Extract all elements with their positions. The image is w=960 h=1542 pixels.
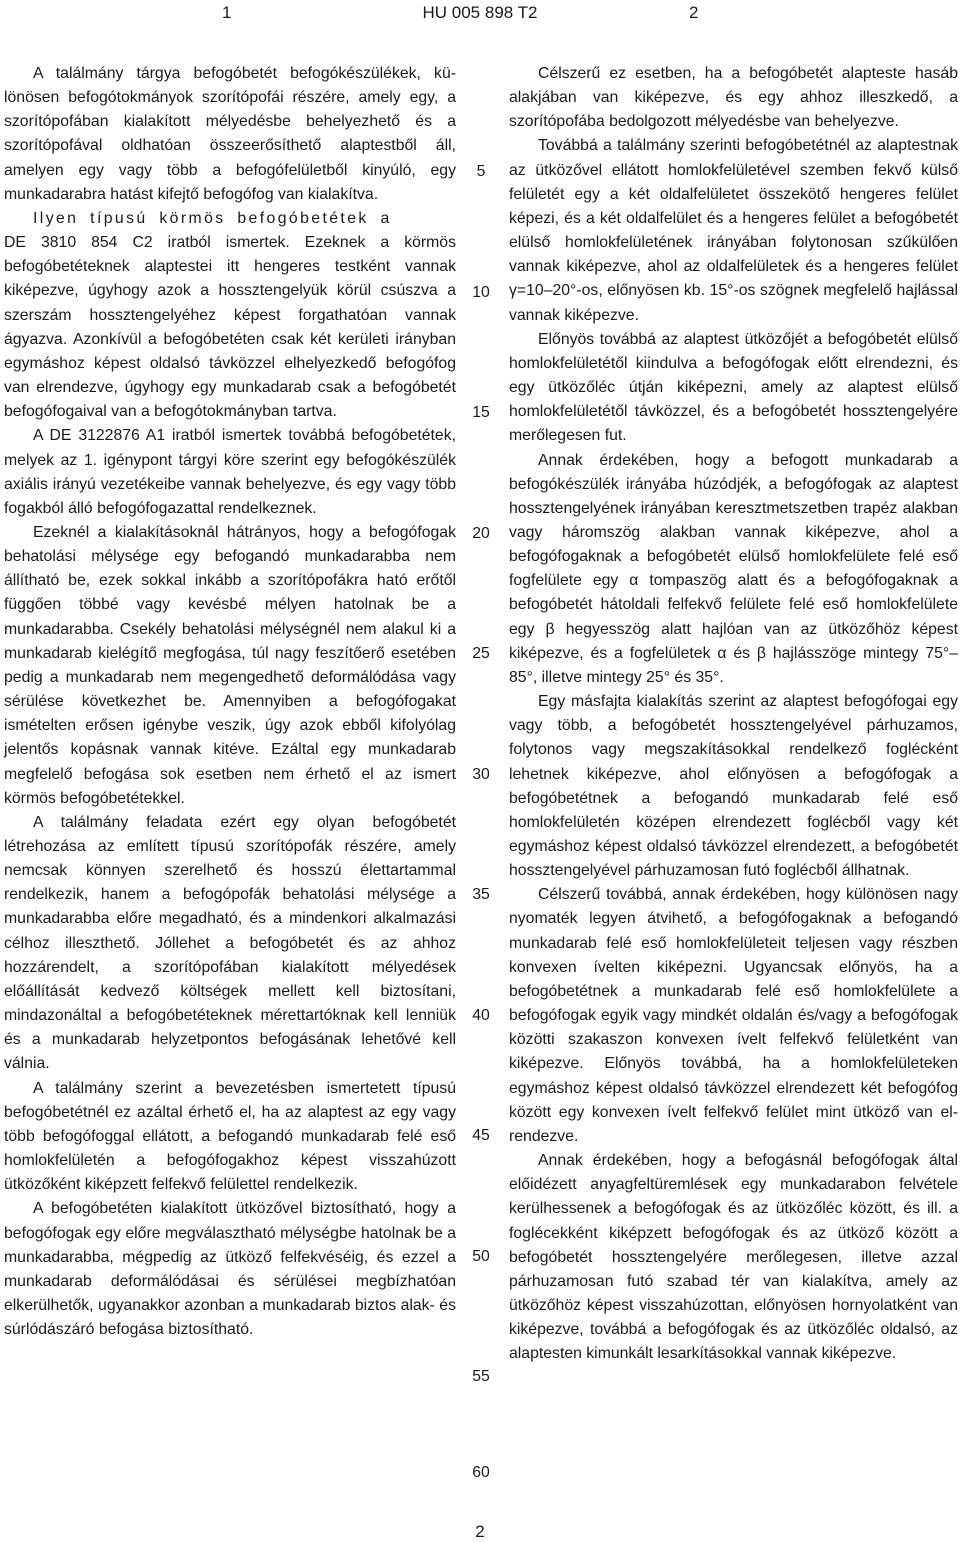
line-number: 15 [472,404,490,421]
left-page-number: 1 [222,3,232,22]
line-number: 40 [472,1007,490,1024]
paragraph: Ilyen típusú körmös befogóbetétek a [33,209,392,227]
document-id: HU 005 898 T2 [422,3,538,22]
paragraph: Egy másfajta kialakítás szerint az alaptest befogófogai egy vagy több, a befogóbetét hossztengelyével párhuzamos, folytonos vagy megszakításokkal rendelkező foglécként lehetnek kiképezve, ahol előnyösen a befogófogak a befogóbetétnek a befogandó munkadarab felé eső homlokfelületén középen elrendezett foglécből vagy két egymáshoz képest oldalsó távközzel elrendezett, a befogóbetét hossztengelyével párhuzamosan futó foglécből állhatnak. [509,693,958,880]
line-number: 20 [472,525,490,542]
page-footer [0,1522,960,1542]
footer-page-number: 2 [475,1522,485,1541]
paragraph: Annak érdekében, hogy a befogott munkadarab a befogókészülék irányába húzódjék, a befogófogak az alaptest hossztengelyének irányában keresztmetszetben trapéz alakban vagy háromszög alakban vannak kiképezve, ahol a befogófogaknak a befogóbetét elülső homlokfelülete felé eső fogfelülete egy α tompaszög alatt és a befogófogaknak a befogóbetét hátoldali felfekvő felülete felé eső homlokfelülete egy β hegyesszög alatt hajlóan van az ütközőhöz képest kiképezve, és a fogfelületek α és β hajlásszöge mintegy 75°–85°, illetve mintegy 25° és 35°. [509,451,958,686]
line-number: 10 [472,284,490,301]
paragraph: Továbbá a találmány szerinti befogóbetétnél az alaptestnak az ütközővel ellátott homlokfelületével szemben fekvő külső felületét egy a két oldalfelületet összekötő hengeres felület képezi, és a két oldalfelület és a hengeres felület a befogóbetét elülső homlokfelületének irányában folytonosan szűkülően vannak kiképezve, ahol az oldalfelületek és a hengeres felület γ=10–20°-os, előnyösen kb. 15°-os szögnek megfelelő hajlással vannak kiképezve. [509,137,958,324]
line-number: 60 [472,1464,490,1481]
line-number: 45 [472,1127,490,1144]
line-number: 50 [472,1248,490,1265]
line-number: 5 [476,163,486,180]
paragraph: A találmány feladata ezért egy olyan befogóbetét létrehozása az említett típusú szorítópofák részére, amely nemcsak könnyen szerelhető és hosszú élettartammal rendelkezik, hanem a befogópofák behatolási mélysége a munkadarabba előre megadható, és a mindenkori alkalmazási célhoz illeszthető. Jóllehet a befogóbetét és az ahhoz hozzárendelt, a szorítópofában kialakított mélyedések előállítását kedvező költségek mellett kell biztosítani, mindazonáltal a befogóbetéteknek mérettartóknak kell lenniük és a munkadarab helyzetpontos befogásának lehetővé kell válnia. [4,813,456,1073]
right-text-column [509,62,958,1366]
paragraph: A befogóbetéten kialakított ütközővel biztosítható, hogy a befogófogak egy előre megválasztható mélységbe hatolnak be a munkadarabba, mégpedig az ütköző felfekvéséig, és ezzel a munkadarab deformálódásai és sérülései megbízhatóan elkerülhetők, ugyanakkor azonban a munkadarab biztos alak- és súrlódászáró befogása biztosítható. [4,1200,456,1339]
page-header [0,0,960,30]
paragraph: Ezeknél a kialakításoknál hátrányos, hogy a befogófogak behatolási mélysége egy befogandó munkadarabba nem állítható be, ezek sokkal inkább a szorítópofákra ható erőtől függően többé vagy kevésbé mélyen hatolnak be a munkadarabba. Csekély behatolási mélységnél nem alakul ki a munkadarab kielégítő megfogása, túl nagy feszítőerő esetében pedig a munkadarab nem megengedhető deformálódása vagy sérülése következhet be. Amennyiben a befogófogakat ismételten erősen igénybe veszik, úgy azok ebből kifolyólag jelentős kopásnak vannak kitéve. Ezáltal egy munkadarab megfelelő befogása sok esetben nem érhető el az ismert körmös befogóbetétekkel. [4,523,456,807]
paragraph: Annak érdekében, hogy a befogásnál befogófogak által előidézett anyagfeltüremlések egy munkadarabon felvétele kerülhessenek a befogófogak és az ütközőléc között, és ill. a foglécekként kiképzett befogófogak és az ütköző között a befogóbetét hossztengelyére merőlegesen, illetve azzal párhuzamosan futó szabad tér van kialakítva, amely az ütközőhöz képest visszahúzottan, előnyösen hornyolatként van kiképezve, továbbá a befogófogak és az ütközőléc oldalsó, az alaptesten kimunkált lesarkításokkal vannak kiképezve. [509,1152,958,1363]
right-page-number: 2 [689,3,699,22]
line-number: 35 [472,886,490,903]
paragraph: A DE 3122876 A1 iratból ismertek továbbá befogóbetétek, melyek az 1. igénypont tárgyi köre szerint egy befogókészülék axiális irányú vezetékeibe vannak behelyezve, és egy vagy több fogakból álló befogófogazattal rendelkeznek. [4,427,456,517]
paragraph: Célszerű ez esetben, ha a befogóbetét alapteste hasáb alakjában van kiképezve, és egy ahhoz illeszkedő, a szorítópofába bedolgozott mélyedésbe van behelyezve. [509,65,958,131]
paragraph: Előnyös továbbá az alaptest ütközőjét a befogóbetét elülső homlokfelületétől kiindulva a befogófogak előtt elrendezni, és egy ütközőléc útján kiképezni, amely az alaptest elülső homlokfelületétől távközzel, és a befogóbetét hossztengelyére merőlegesen fut. [509,330,958,445]
paragraph: A találmány tárgya befogóbetét befogókészülékek, különösen befogótokmányok szorítópofái részére, amely egy, a szorítópofában kialakított mélyedésbe behelyezhető és a szorítópofával oldhatóan összeerősíthető alaptestből áll, amelyen egy vagy több a befogófelületből kinyúló, egy munkadarabra hatást kifejtő befogófog van kialakítva. [4,65,456,203]
line-number: 25 [472,645,490,662]
paragraph: A találmány szerint a bevezetésben ismertetett típusú befogóbetétnél ez azáltal érhető el, ha az alaptest az egy vagy több befogófoggal ellátott, a befogandó munkadarab felé eső homlokfelületén a befogófogakhoz képest visszahúzott ütközőként kiképzett felfekvő felülettel rendelkezik. [4,1079,456,1194]
paragraph: Célszerű továbbá, annak érdekében, hogy különösen nagy nyomaték legyen átvihető, a befogófogaknak a befogandó munkadarab felé eső homlokfelületeit teljesen vagy részben konvexen ívelten kiképezni. Ugyancsak előnyös, ha a befogóbetétnek a munkadarab felé eső homlokfelülete a befogófogak egyik vagy mindkét oldalán és/vagy a befogófogak közötti szakaszon konvexen ívelt felfekvő felületként van kiképezve. Előnyös továbbá, ha a homlokfelületeken egymáshoz képest oldalsó távközzel elrendezett két befogófog között egy konvexen ívelt felfekvő felület mint ütköző van elrendezve. [509,886,958,1145]
line-number: 30 [472,766,490,783]
left-text-column [4,62,456,1342]
paragraph: DE 3810 854 C2 iratból ismertek. Ezeknek a körmös befogóbetéteknek alaptestei itt hengeres testként vannak kiképezve, úgyhogy azok a hossztengelyük körül csúszva a szerszám hossztengelyéhez képest forgathatóan vannak ágyazva. Azonkívül a befogóbetéten csak két kerületi irányban egymáshoz képest oldalsó távközzel elhelyezkedő befogófog van elrendezve, úgyhogy egy munkadarab csak a befogóbetét befogófogaival van a befogótokmányban tartva. [4,234,456,421]
line-number: 55 [472,1368,490,1385]
